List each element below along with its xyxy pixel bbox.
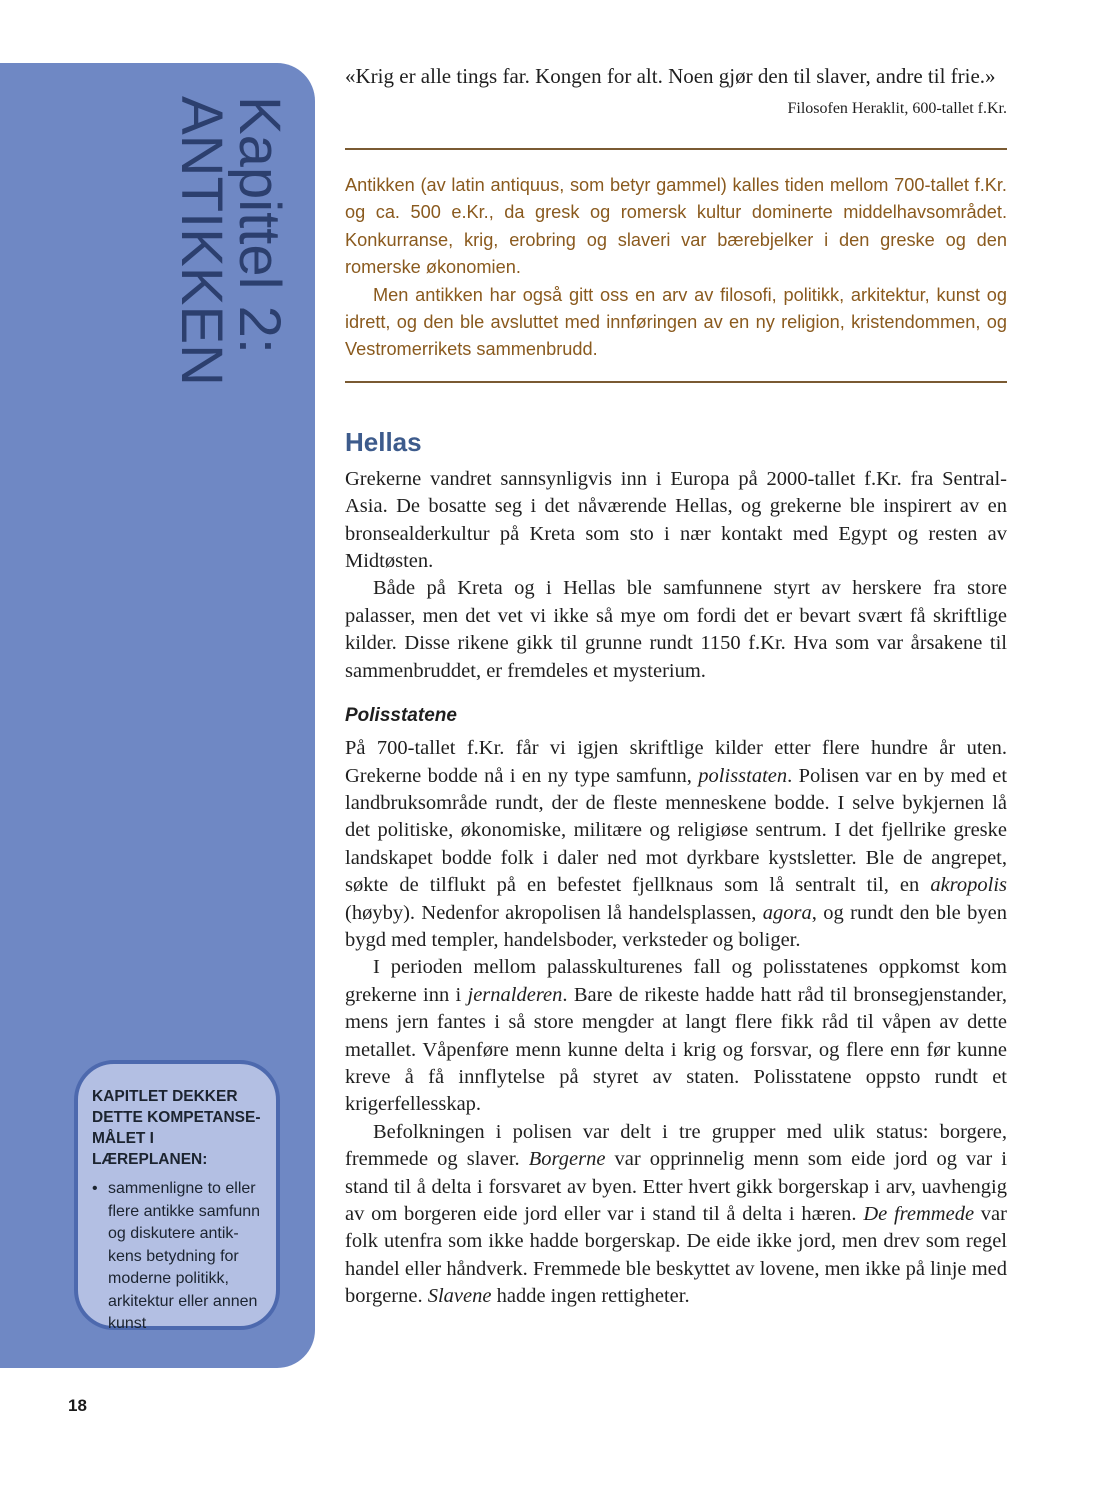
intro-paragraph: Antikken (av latin antiquus, som betyr gammel) kalles tiden mellom 700-tallet f.Kr. og ca. 500 e.Kr., da gresk og romersk kultur dominerte middelhavsområdet. Konkurranse, krig, erobring og slaveri var bærebjelker i den greske og den romerske økonomien. [345,175,1007,278]
epigraph-source: Filosofen Heraklit, 600-tallet f.Kr. [787,100,1007,117]
page-number: 18 [68,1396,87,1415]
emphasis: Borgerne [528,1148,606,1171]
chapter-intro [345,172,1007,364]
text-run: . Bare de rikeste hadde hatt råd til bronsegjenstander, mens jern fantes i så store mengder at langt flere fikk råd til våpen av dette metallet. Våpenføre menn kunne delta i krig og forsvar, og flere enn før kunne kreve å få innflytelse på styret av staten. Polisstatene oppsto rundt et krigerfellesskap. [345,983,1008,1116]
section-heading: Hellas [345,426,422,457]
competence-heading: KAPITLET DEKKER DETTE KOMPETANSE- MÅLET I LÆREPLANEN: [92,1088,261,1168]
subsection-body [345,735,1007,1311]
body-paragraph: Både på Kreta og i Hellas ble samfunnene styrt av herskere fra store palasser, men det vet vi ikke så mye om fordi det er bevart svært få skriftlige kilder. Disse rikene gikk til grunne rundt 1150 f.Kr. Hva som var årsakene til sammenbruddet, er fremdeles et mysterium. [345,577,1007,682]
section-body [345,466,1007,685]
competence-list [92,1178,266,1336]
emphasis: polisstaten [698,764,788,787]
competence-box [74,1060,280,1330]
text-run: (høyby). Nedenfor akropolisen lå handelsplassen, [345,901,763,924]
text-run: var folk utenfra som ikke hadde borgerskap. De eide ikke jord, men drev som regel handel eller håndverk. Fremmede ble beskyttet av lovene, men ikke på linje med borgerne. [345,1203,1007,1308]
body-paragraph [345,735,1007,954]
emphasis: jernalderen [467,983,563,1006]
divider-top [345,148,1007,150]
emphasis: akropolis [930,874,1007,897]
chapter-title [169,96,292,387]
subsection-heading: Polisstatene [345,705,457,727]
competence-item: • sammenligne to eller flere antikke samfunn og diskutere antik- kens betydning for moderne politikk, arkitektur eller annen kunst [92,1178,266,1336]
text-run: var opprinnelig menn som eide jord og var i stand til å delta i forsvaret av byen. Etter hvert gikk borgerskap i arv, uavhengig av om borgeren eide jord eller var i stand til å delta i hæren. [345,1148,1007,1225]
text-run: . Polisen var en by med et landbruksområde rundt, der de fleste menneskene bodde. I selve bykjernen lå det politiske, økonomiske, militære og religiøse sentrum. I det fjellrike greske landskapet bodde folk i daler ned mot dyrkbare kystsletter. Ble de angrepet, søkte de tilflukt på en befestet fjellknaus som lå sentralt til, en [345,764,1008,897]
divider-bottom [345,381,1007,383]
emphasis: Slavene [427,1285,492,1308]
text-run: På 700-tallet f.Kr. får vi igjen skriftlige kilder etter flere hundre år uten. Grekerne bodde nå i en ny type samfunn, [345,737,1007,787]
main-content [345,62,1007,1311]
text-run: Befolkningen i polisen var delt i tre grupper med ulik status: borgere, fremmede og slaver. [345,1120,1007,1171]
emphasis: De fremmede [863,1203,975,1225]
chapter-label: Kapittel 2: [227,96,292,354]
text-run: , og rundt den ble byen bygd med templer, handelsboder, verksteder og boliger. [345,901,1007,951]
body-paragraph [345,1119,1007,1311]
body-paragraph: Grekerne vandret sannsynligvis inn i Europa på 2000-tallet f.Kr. fra Sentral-Asia. De bosatte seg i det nåværende Hellas, og grekerne ble inspirert av en bronsealderkultur på Kreta som sto i nær kontakt med Egypt og resten av Midtøsten. [345,467,1007,573]
emphasis: agora [762,901,812,924]
text-run: hadde ingen rettigheter. [491,1285,690,1308]
text-run: I perioden mellom palasskulturenes fall og polisstatenes oppkomst kom grekerne inn i [345,956,1007,1006]
body-paragraph [345,954,1007,1118]
epigraph-quote: «Krig er alle tings far. Kongen for alt. Noen gjør den til slaver, andre til frie.» [345,64,996,88]
chapter-name: ANTIKKEN [169,96,234,387]
intro-paragraph: Men antikken har også gitt oss en arv av filosofi, politikk, arkitektur, kunst og idrett, og den ble avsluttet med innføringen av en ny religion, kristendommen, og Vestromerrikets sammenbrudd. [345,284,1007,360]
